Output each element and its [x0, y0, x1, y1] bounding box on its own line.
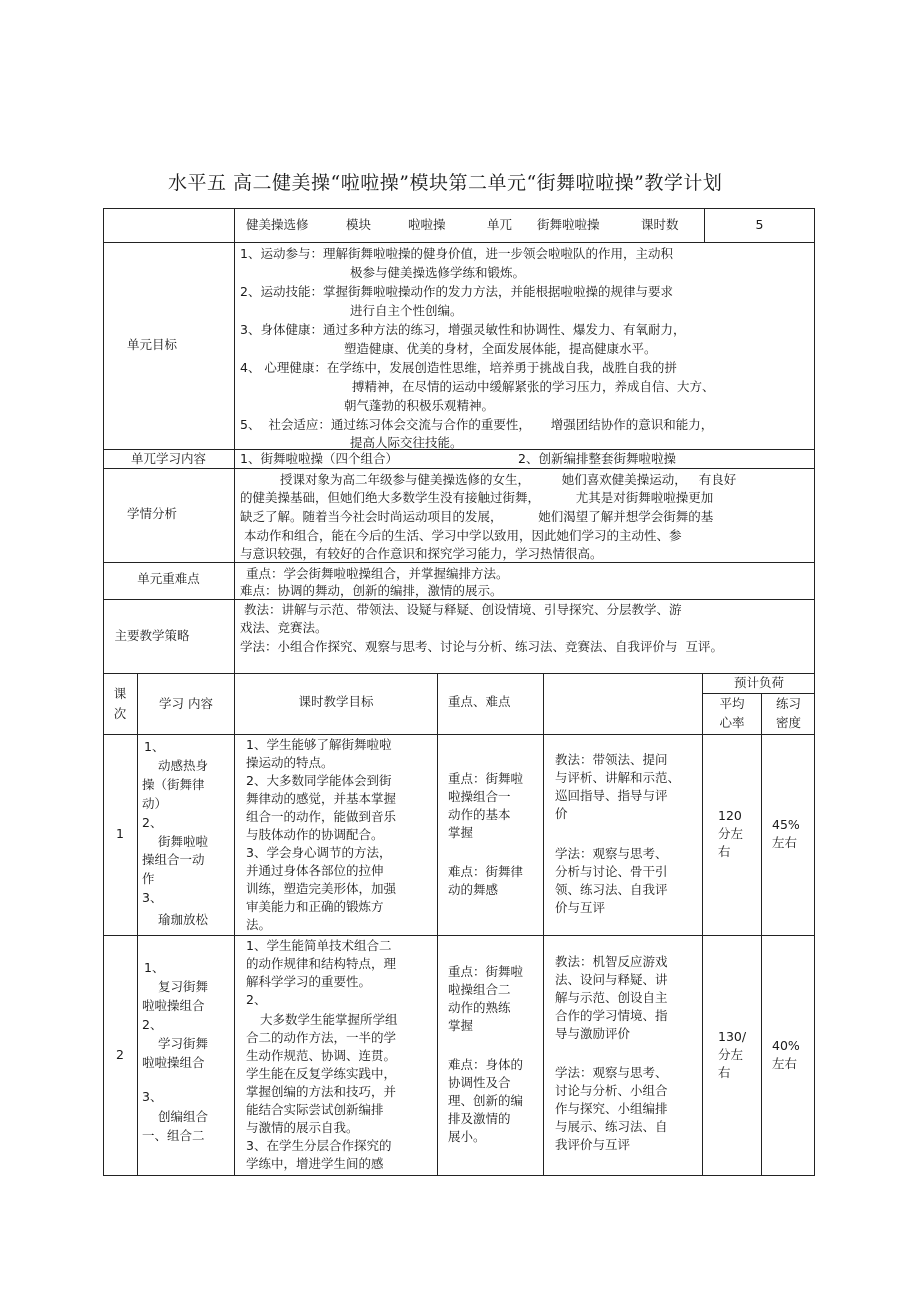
lesson-content: 动）: [142, 796, 168, 811]
lesson-objective: 1、学生能够了解街舞啦啦: [246, 737, 392, 752]
hours-label: 课时数: [641, 217, 679, 232]
row-divider: [103, 242, 815, 243]
row-divider: [103, 935, 815, 936]
lesson-content: 啦啦操组合: [142, 1055, 205, 1070]
content-label: 单兀学习内容: [130, 451, 206, 466]
strategy-label: 主要教学策略: [114, 628, 190, 643]
lesson-objective: 学练中，增进学生间的感: [246, 1156, 384, 1171]
lesson-objective: 的动作规律和结构特点，理: [246, 956, 397, 971]
lesson-plan-table: [103, 208, 815, 1176]
lesson-heart-rate: 右: [718, 1065, 731, 1080]
analysis-line: 与意识较强，有较好的合作意识和探究学习能力，学习热情很高。: [240, 546, 603, 561]
module-label: 模块: [346, 217, 372, 232]
lesson-method: 与评析、讲解和示范、: [555, 770, 681, 785]
lesson-content: 2、: [142, 1017, 163, 1032]
lesson-objective: 并通过身体各部位的拉伸: [246, 863, 384, 878]
lesson-objective: 2、大多数同学能体会到街: [246, 773, 392, 788]
lesson-method: 价: [555, 806, 568, 821]
lesson-keypoint: 重点：街舞啦: [448, 964, 524, 979]
key-point: 重点：学会街舞啦啦操组合，并掌握编排方法。: [246, 566, 509, 581]
lesson-method: 与展示、练习法、自: [555, 1119, 668, 1134]
column-divider: [761, 693, 762, 1176]
lesson-method: 合作的学习情境、指: [555, 1008, 668, 1023]
lesson-method: 导与激励评价: [555, 1026, 631, 1041]
lesson-method: 领、练习法、自我评: [555, 882, 668, 897]
difficult-point: 难点：协调的舞动，创新的编排，激情的展示。: [240, 583, 503, 598]
lesson-objective: 操运动的特点。: [246, 755, 334, 770]
lesson-keypoint: 啦操组合一: [448, 789, 511, 804]
lesson-objective: 舞律动的感觉，并基本掌握: [246, 791, 397, 806]
goal-line: 进行自主个性创编。: [350, 303, 463, 318]
column-divider: [137, 673, 138, 1176]
lesson-number: 1: [116, 826, 124, 841]
lesson-content: 3、: [142, 1089, 163, 1104]
lesson-method: 学法：观察与思考、: [555, 1065, 668, 1080]
lesson-method: 作与探究、小组编排: [555, 1101, 668, 1116]
lesson-heart-rate: 右: [718, 844, 731, 859]
analysis-line: 的健美操基础，但她们绝大多数学生没有接触过街舞， 尤其是对街舞啦啦操更加: [240, 490, 714, 505]
goal-line: 塑造健康、优美的身材，全面发展体能，提高健康水平。: [344, 341, 657, 356]
lesson-keypoint: 动的舞感: [448, 882, 499, 897]
course-label: 健美操选修: [246, 217, 309, 232]
lesson-keypoint: 排及激情的: [448, 1111, 511, 1126]
content-item: 1、街舞啦啦操（四个组合）: [240, 451, 398, 466]
lesson-density: 左右: [772, 1056, 798, 1071]
goals-label: 单元目标: [126, 337, 177, 352]
col-keypoints-header: 重点、难点: [448, 694, 511, 709]
lesson-method: 解与示范、创设自主: [555, 990, 668, 1005]
lesson-method: 教法：机智反应游戏: [555, 954, 668, 969]
content-item: 2、创新编排整套街舞啦啦操: [518, 451, 676, 466]
col-objectives-header: 课时教学目标: [298, 694, 374, 709]
lesson-density: 左右: [772, 835, 798, 850]
lesson-content: 学习街舞: [158, 1036, 209, 1051]
lesson-objective: 3、学会身心调节的方法，: [246, 845, 392, 860]
goal-line: 搏精神，在尽情的运动中缓解紧张的学习压力，养成自信、大方、: [352, 379, 715, 394]
lesson-keypoint: 掌握: [448, 1018, 474, 1033]
goal-line: 4、 心理健康：在学练中，发展创造性思维，培养勇于挑战自我，战胜自我的拼: [240, 360, 677, 375]
analysis-line: 本动作和组合，能在今后的生活、学习中学以致用，因此她们学习的主动性、参: [244, 528, 682, 543]
lesson-content: 复习街舞: [158, 979, 209, 994]
table-border-bottom: [103, 1175, 815, 1176]
lesson-density: 40%: [772, 1038, 800, 1053]
column-divider: [234, 208, 235, 673]
lesson-method: 学法：观察与思考、: [555, 846, 668, 861]
column-divider: [234, 673, 235, 1176]
lesson-objective: 组合一的动作，能做到音乐: [246, 809, 397, 824]
unit-value: 街舞啦啦操: [537, 217, 600, 232]
goal-line: 极参与健美操选修学练和锻炼。: [350, 265, 526, 280]
lesson-content: 创编组合: [158, 1109, 209, 1124]
goal-line: 3、身体健康：通过多种方法的练习，增强灵敏性和协调性、爆发力、有氧耐力，: [240, 322, 686, 337]
lesson-method: 讨论与分析、小组合: [555, 1083, 668, 1098]
lesson-content: 一、组合二: [142, 1128, 205, 1143]
lesson-keypoint: 协调性及合: [448, 1075, 511, 1090]
strategy-line: 教法：讲解与示范、带领法、设疑与释疑、创设情境、引导探究、分层教学、游: [244, 602, 682, 617]
lesson-density: 45%: [772, 817, 800, 832]
lesson-heart-rate: 分左: [718, 1047, 744, 1062]
lesson-heart-rate: 120: [718, 808, 742, 823]
lesson-objective: 大多数学生能掌握所学组: [260, 1012, 398, 1027]
lesson-method: 法、设问与释疑、讲: [555, 972, 668, 987]
lesson-objective: 学生能在反复学练实践中，: [246, 1066, 397, 1081]
lesson-objective: 1、学生能简单技术组合二: [246, 938, 392, 953]
column-divider: [702, 673, 703, 1176]
goal-line: 5、 社会适应：通过练习体会交流与合作的重要性， 增强团结协作的意识和能力，: [240, 417, 714, 432]
col-density-header: 密度: [775, 715, 801, 730]
lesson-content: 2、: [142, 815, 163, 830]
col-load-header: 预计负荷: [733, 675, 784, 690]
lesson-content: 动感热身: [158, 758, 209, 773]
lesson-method: 分析与讨论、骨干引: [555, 864, 668, 879]
table-border-top: [103, 208, 815, 209]
keypoints-label: 单元重难点: [137, 571, 200, 586]
lesson-objective: 生动作规范、协调、连贯。: [246, 1048, 397, 1063]
hours-value: 5: [755, 217, 764, 232]
lesson-objective: 3、在学生分层合作探究的: [246, 1138, 392, 1153]
col-density-header: 练习: [775, 696, 801, 711]
lesson-content: 操组合一动: [142, 852, 205, 867]
lesson-objective: 法。: [246, 917, 272, 932]
goal-line: 朝气蓬勃的积极乐观精神。: [344, 398, 495, 413]
lesson-objective: 审美能力和正确的锻炼方: [246, 899, 384, 914]
col-lesson-header: 次: [113, 706, 127, 721]
lesson-content: 操（街舞律: [142, 777, 205, 792]
lesson-keypoint: 动作的基本: [448, 807, 511, 822]
lesson-content: 啦啦操组合: [142, 998, 205, 1013]
module-value: 啦啦操: [408, 217, 446, 232]
lesson-keypoint: 动作的熟练: [448, 1000, 511, 1015]
lesson-keypoint: 展小。: [448, 1129, 486, 1144]
goal-line: 1、运动参与：理解街舞啦啦操的健身价值，进一步领会啦啦队的作用，主动积: [240, 246, 673, 261]
lesson-content: 1、: [144, 960, 165, 975]
lesson-keypoint: 理、创新的编: [448, 1093, 524, 1108]
col-content-header: 学习 内容: [159, 696, 213, 711]
lesson-content: 作: [142, 871, 155, 886]
lesson-content: 1、: [144, 739, 165, 754]
lesson-heart-rate: 130/: [718, 1029, 747, 1044]
lesson-keypoint: 啦操组合二: [448, 982, 511, 997]
col-heart-rate-header: 平均: [719, 696, 745, 711]
lesson-content: 瑜珈放松: [158, 912, 209, 927]
lesson-content: 街舞啦啦: [158, 834, 209, 849]
analysis-line: 缺乏了解。随着当今社会时尚运动项目的发展， 她们渴望了解并想学会街舞的基: [240, 509, 714, 524]
lesson-number: 2: [116, 1047, 124, 1062]
column-divider: [437, 673, 438, 1176]
goal-line: 2、运动技能：掌握街舞啦啦操动作的发力方法，并能根据啦啦操的规律与要求: [240, 284, 673, 299]
lesson-content: 3、: [142, 890, 163, 905]
lesson-keypoint: 难点：街舞律: [448, 864, 524, 879]
lesson-objective: 合二的动作方法，一半的学: [246, 1030, 397, 1045]
lesson-objective: 训练，塑造完美形体，加强: [246, 881, 397, 896]
lesson-method: 教法：带领法、提问: [555, 752, 668, 767]
strategy-line: 戏法、竞赛法。: [240, 620, 328, 635]
lesson-objective: 与肢体动作的协调配合。: [246, 827, 384, 842]
row-divider: [702, 693, 815, 694]
lesson-method: 价与互评: [555, 900, 606, 915]
lesson-method: 我评价与互评: [555, 1137, 631, 1152]
lesson-keypoint: 重点：街舞啦: [448, 771, 524, 786]
analysis-line: 授课对象为高二年级参与健美操选修的女生， 她们喜欢健美操运动， 有良好: [280, 472, 737, 487]
lesson-objective: 掌握创编的方法和技巧，并: [246, 1084, 397, 1099]
strategy-line: 学法：小组合作探究、观察与思考、讨论与分析、练习法、竞赛法、自我评价与 互评。: [240, 639, 723, 654]
col-lesson-header: 课: [113, 686, 127, 701]
analysis-label: 学情分析: [126, 506, 177, 521]
lesson-heart-rate: 分左: [718, 826, 744, 841]
lesson-objective: 解科学学习的重要性。: [246, 974, 372, 989]
column-divider: [543, 673, 544, 1176]
goal-line: 提高人际交往技能。: [350, 435, 463, 450]
unit-label: 单兀: [487, 217, 513, 232]
lesson-objective: 与激情的展示自我。: [246, 1120, 359, 1135]
lesson-objective: 2、: [246, 992, 267, 1007]
lesson-objective: 能结合实际尝试创新编排: [246, 1102, 384, 1117]
lesson-keypoint: 掌握: [448, 825, 474, 840]
page-title: 水平五 高二健美操“啦啦操”模块第二单元“街舞啦啦操”教学计划: [168, 172, 723, 194]
row-divider: [103, 734, 815, 735]
lesson-keypoint: 难点：身体的: [448, 1057, 524, 1072]
lesson-method: 巡回指导、指导与评: [555, 788, 668, 803]
col-heart-rate-header: 心率: [719, 715, 745, 730]
